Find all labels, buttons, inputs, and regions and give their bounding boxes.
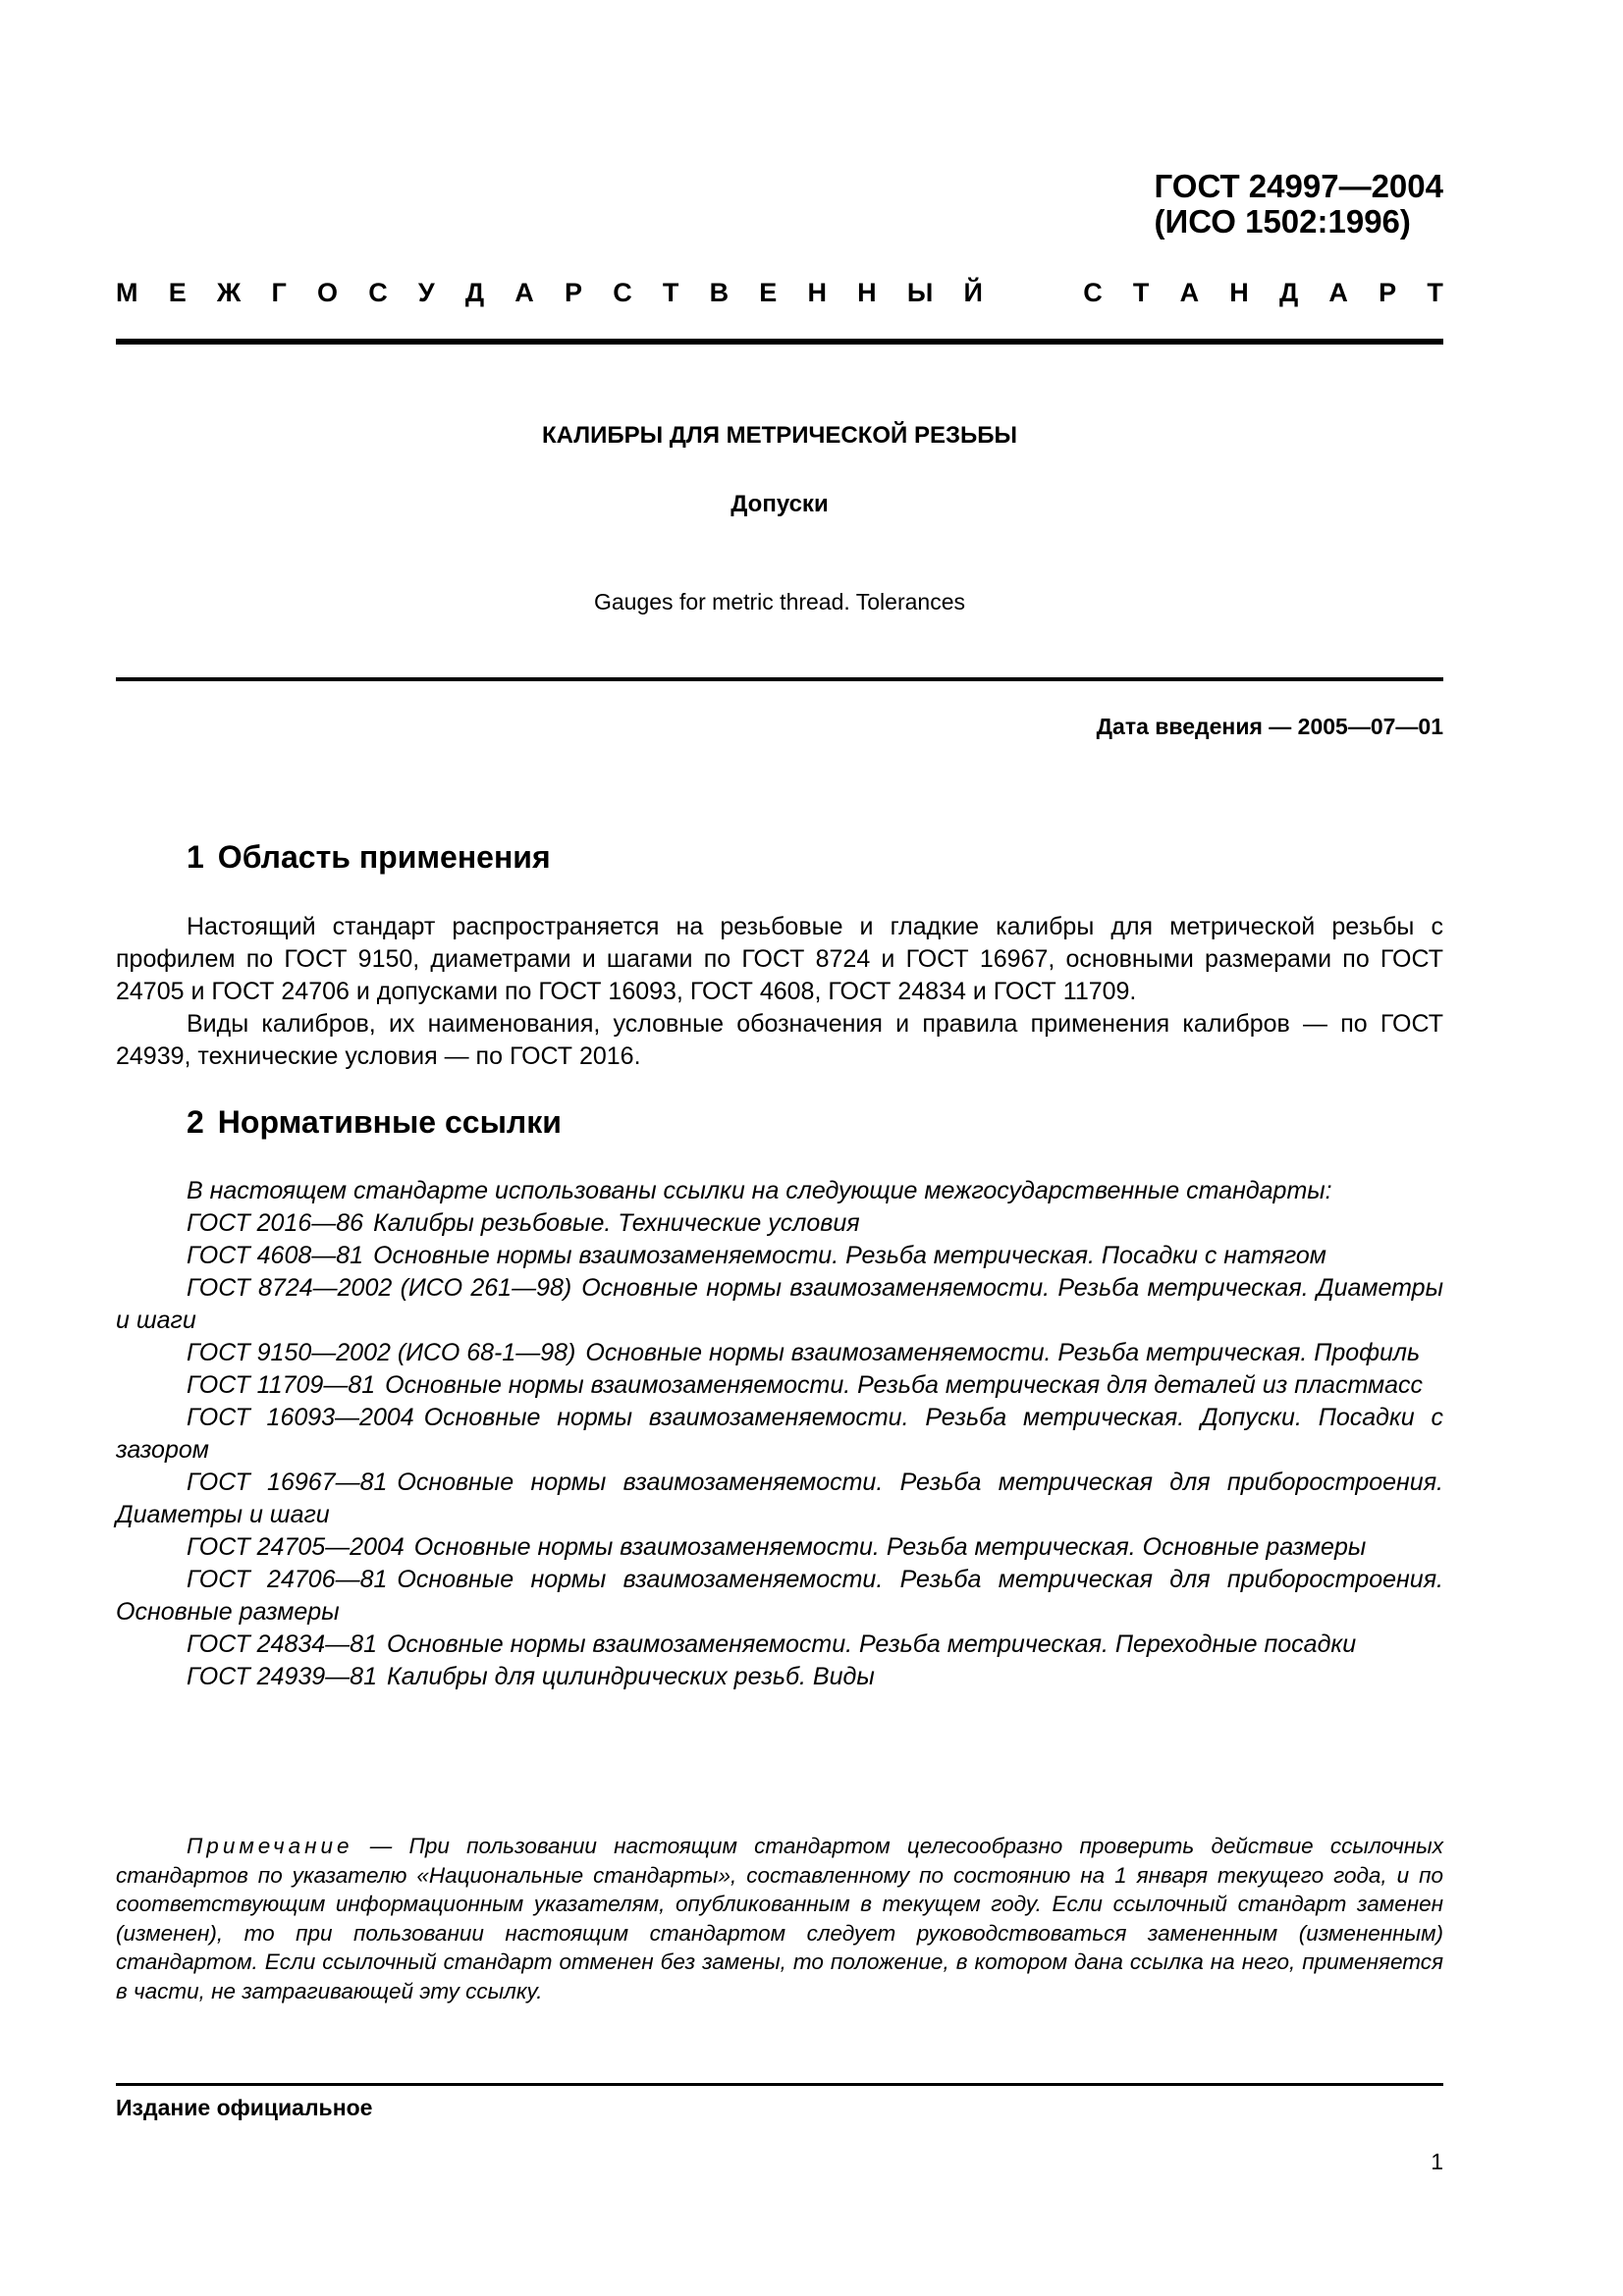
banner-letter: А (514, 278, 534, 307)
banner-letter: Р (1379, 278, 1397, 307)
section-1-title: Область применения (217, 839, 551, 875)
banner-letter: Й (963, 278, 983, 307)
note-label: Примечание (187, 1834, 353, 1858)
reference-title: Основные нормы взаимозаменяемости. Резьба метрическая. Посадки с натягом (373, 1242, 1326, 1269)
banner-letter: В (709, 278, 730, 307)
note-block (116, 1832, 1443, 2005)
english-title: Gauges for metric thread. Tolerances (594, 589, 965, 614)
introduction-date: Дата введения — 2005—07—01 (1096, 714, 1443, 739)
reference-title: Основные нормы взаимозаменяемости. Резьба метрическая для приборостроения. Основные размеры (116, 1566, 1443, 1626)
reference-code: ГОСТ 24834—81 (187, 1630, 377, 1658)
reference-item (116, 1369, 1443, 1402)
banner-letter: Е (759, 278, 778, 307)
reference-code: ГОСТ 4608—81 (187, 1242, 364, 1269)
reference-item (116, 1531, 1443, 1564)
reference-item (116, 1661, 1443, 1693)
reference-code: ГОСТ 11709—81 (187, 1371, 376, 1399)
standard-subtitle: Допуски (730, 491, 829, 517)
section-1-paragraph: Виды калибров, их наименования, условные обозначения и правила применения калибров — по ГОСТ 24939, технические условия — по ГОСТ 2016. (116, 1010, 1443, 1070)
iso-number: (ИСО 1502:1996) (1154, 203, 1411, 240)
reference-title: Основные нормы взаимозаменяемости. Резьба метрическая для приборостроения. Диаметры и шаги (116, 1468, 1443, 1528)
banner-letter: Е (168, 278, 187, 307)
reference-item (116, 1272, 1443, 1337)
banner-letter: А (1179, 278, 1200, 307)
reference-item (116, 1629, 1443, 1661)
section-2-heading (187, 1104, 562, 1141)
reference-item (116, 1467, 1443, 1531)
standard-title: КАЛИБРЫ ДЛЯ МЕТРИЧЕСКОЙ РЕЗЬБЫ (541, 422, 1018, 449)
section-1-body (116, 911, 1443, 1073)
reference-title: Основные нормы взаимозаменяемости. Резьба метрическая. Переходные посадки (386, 1630, 1357, 1658)
section-1-number: 1 (187, 839, 204, 875)
banner-letter: Т (662, 278, 679, 307)
banner-letter: М (116, 278, 138, 307)
title-rule (116, 677, 1443, 681)
reference-code: ГОСТ 16093—2004 (187, 1404, 414, 1431)
header-rule (116, 339, 1443, 345)
banner-letter: Д (1278, 278, 1299, 307)
normative-references (116, 1175, 1443, 1693)
reference-title: Основные нормы взаимозаменяемости. Резьба метрическая для деталей из пластмасс (385, 1371, 1424, 1399)
official-edition-label: Издание официальное (116, 2095, 373, 2120)
banner-letter: Р (564, 278, 582, 307)
banner-letter: У (417, 278, 435, 307)
banner-letter: О (316, 278, 338, 307)
reference-code: ГОСТ 24706—81 (187, 1566, 388, 1593)
reference-title: Основные нормы взаимозаменяемости. Резьба метрическая. Основные размеры (413, 1533, 1367, 1561)
reference-item (116, 1240, 1443, 1272)
reference-code: ГОСТ 9150—2002 (ИСО 68-1—98) (187, 1339, 576, 1366)
section-2-number: 2 (187, 1104, 204, 1140)
reference-title: Основные нормы взаимозаменяемости. Резьба метрическая. Профиль (585, 1339, 1421, 1366)
reference-item (116, 1564, 1443, 1629)
banner-letter: С (1083, 278, 1103, 307)
banner-letter: С (613, 278, 632, 307)
interstate-standard-banner (116, 278, 1443, 308)
banner-letter: Т (1427, 278, 1443, 307)
banner-letter: Ж (216, 278, 242, 307)
section-2-title: Нормативные ссылки (217, 1104, 562, 1140)
section-1-paragraph: Настоящий стандарт распространяется на резьбовые и гладкие калибры для метрической резьбы с профилем по ГОСТ 9150, диаметрами и шагами по ГОСТ 8724 и ГОСТ 16967, основными размерами по ГОСТ 24705 и ГОСТ 24706 и допусками по ГОСТ 16093, ГОСТ 4608, ГОСТ 24834 и ГОСТ 11709. (116, 913, 1443, 1005)
reference-title: Калибры резьбовые. Технические условия (373, 1209, 860, 1237)
reference-item (116, 1337, 1443, 1369)
section-1-heading (187, 839, 551, 876)
banner-letter: С (368, 278, 388, 307)
reference-code: ГОСТ 24939—81 (187, 1663, 377, 1690)
banner-letter: Н (807, 278, 827, 307)
reference-title: Калибры для цилиндрических резьб. Виды (386, 1663, 875, 1690)
footer-rule (116, 2083, 1443, 2086)
banner-letter: Ы (906, 278, 934, 307)
banner-letter: Г (271, 278, 287, 307)
note-text: — При пользовании настоящим стандартом целесообразно проверить действие ссылочных стандартов по указателю «Национальные стандарты», составленному по состоянию на 1 января текущего года, и по соответствующим информационным указателям, опубликованным в текущем году. Если ссылочный стандарт заменен (изменен), то при пользовании настоящим стандартом следует руководствоваться замененным (измененным) стандартом. Если ссылочный стандарт отменен без замены, то положение, в котором дана ссылка на него, применяется в части, не затрагивающей эту ссылку. (116, 1834, 1443, 2003)
reference-code: ГОСТ 24705—2004 (187, 1533, 405, 1561)
doc-number: ГОСТ 24997—2004 (1154, 168, 1443, 204)
reference-item (116, 1402, 1443, 1467)
reference-item (116, 1207, 1443, 1240)
banner-letter: Т (1132, 278, 1150, 307)
banner-word-gap (1013, 278, 1053, 308)
document-identifier (1155, 169, 1443, 240)
banner-letter: Д (464, 278, 485, 307)
banner-letter: А (1328, 278, 1348, 307)
banner-letter: Н (1229, 278, 1249, 307)
reference-code: ГОСТ 2016—86 (187, 1209, 364, 1237)
reference-title: Основные нормы взаимозаменяемости. Резьба метрическая. Диаметры и шаги (116, 1274, 1443, 1334)
reference-code: ГОСТ 8724—2002 (ИСО 261—98) (187, 1274, 572, 1302)
note-paragraph (116, 1832, 1443, 2005)
page-number: 1 (1431, 2149, 1443, 2174)
reference-code: ГОСТ 16967—81 (187, 1468, 388, 1496)
references-intro: В настоящем стандарте использованы ссылки на следующие межгосударственные стандарты: (187, 1177, 1332, 1204)
banner-letter: Н (857, 278, 877, 307)
reference-title: Основные нормы взаимозаменяемости. Резьба метрическая. Допуски. Посадки с зазором (116, 1404, 1443, 1464)
